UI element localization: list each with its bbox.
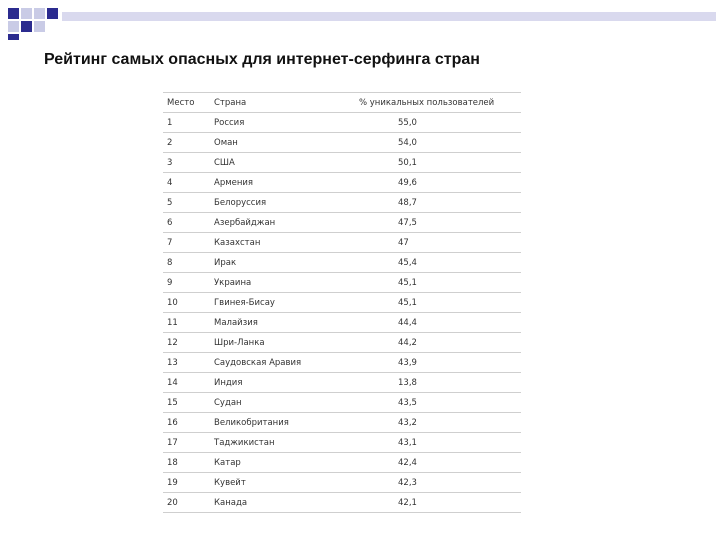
cell-place: 1 [163,113,210,133]
cell-country: Россия [210,113,335,133]
table-row [163,373,521,393]
cell-country: Таджикистан [210,433,335,453]
deco-square [34,21,45,32]
cell-place: 9 [163,273,210,293]
cell-place: 18 [163,453,210,473]
cell-percent: 47,5 [335,213,521,233]
cell-percent: 45,1 [335,273,521,293]
table-row [163,233,521,253]
cell-place: 15 [163,393,210,413]
deco-square [47,8,58,19]
cell-percent: 43,2 [335,413,521,433]
slide-title: Рейтинг самых опасных для интернет-серфинга стран [44,51,480,68]
cell-country: Казахстан [210,233,335,253]
cell-percent: 42,4 [335,453,521,473]
cell-country: Великобритания [210,413,335,433]
cell-country: Ирак [210,253,335,273]
cell-country: Шри-Ланка [210,333,335,353]
cell-country: Азербайджан [210,213,335,233]
cell-place: 8 [163,253,210,273]
cell-place: 17 [163,433,210,453]
table-row [163,193,521,213]
cell-country: Гвинея-Бисау [210,293,335,313]
table-row [163,393,521,413]
table-row [163,313,521,333]
cell-place: 10 [163,293,210,313]
cell-country: Катар [210,453,335,473]
table-row [163,273,521,293]
deco-square [8,34,19,40]
cell-country: Белоруссия [210,193,335,213]
cell-percent: 42,1 [335,493,521,513]
cell-percent: 55,0 [335,113,521,133]
cell-country: Оман [210,133,335,153]
cell-percent: 43,9 [335,353,521,373]
cell-place: 6 [163,213,210,233]
cell-place: 4 [163,173,210,193]
cell-country: Канада [210,493,335,513]
table-row [163,153,521,173]
table-row [163,353,521,373]
cell-percent: 43,5 [335,393,521,413]
cell-place: 20 [163,493,210,513]
cell-place: 11 [163,313,210,333]
table-row [163,413,521,433]
header-place: Место [163,93,210,113]
table-row [163,333,521,353]
cell-place: 14 [163,373,210,393]
cell-percent: 54,0 [335,133,521,153]
table-row [163,133,521,153]
cell-country: Украина [210,273,335,293]
cell-country: Кувейт [210,473,335,493]
cell-place: 12 [163,333,210,353]
cell-percent: 48,7 [335,193,521,213]
cell-percent: 44,4 [335,313,521,333]
header-country: Страна [210,93,335,113]
rating-table [163,92,521,513]
table-row [163,213,521,233]
cell-country: Судан [210,393,335,413]
cell-place: 13 [163,353,210,373]
decorative-bar [62,12,716,21]
table-row [163,173,521,193]
cell-percent: 47 [335,233,521,253]
deco-square [8,8,19,19]
cell-place: 3 [163,153,210,173]
cell-country: Саудовская Аравия [210,353,335,373]
cell-percent: 45,4 [335,253,521,273]
deco-square [8,21,19,32]
table-row [163,253,521,273]
table-row [163,453,521,473]
table-row [163,113,521,133]
cell-country: Малайзия [210,313,335,333]
deco-square [21,8,32,19]
header-percent: % уникальных пользователей [335,93,521,113]
cell-percent: 43,1 [335,433,521,453]
cell-percent: 44,2 [335,333,521,353]
cell-percent: 49,6 [335,173,521,193]
cell-country: Армения [210,173,335,193]
cell-place: 2 [163,133,210,153]
table-row [163,293,521,313]
cell-place: 7 [163,233,210,253]
table-row [163,473,521,493]
cell-percent: 13,8 [335,373,521,393]
table-body [163,113,521,513]
table-header-row [163,93,521,113]
cell-country: Индия [210,373,335,393]
deco-square [34,8,45,19]
cell-place: 5 [163,193,210,213]
table-row [163,433,521,453]
cell-country: США [210,153,335,173]
deco-square [21,21,32,32]
cell-place: 19 [163,473,210,493]
cell-percent: 50,1 [335,153,521,173]
table-row [163,493,521,513]
cell-place: 16 [163,413,210,433]
cell-percent: 45,1 [335,293,521,313]
cell-percent: 42,3 [335,473,521,493]
